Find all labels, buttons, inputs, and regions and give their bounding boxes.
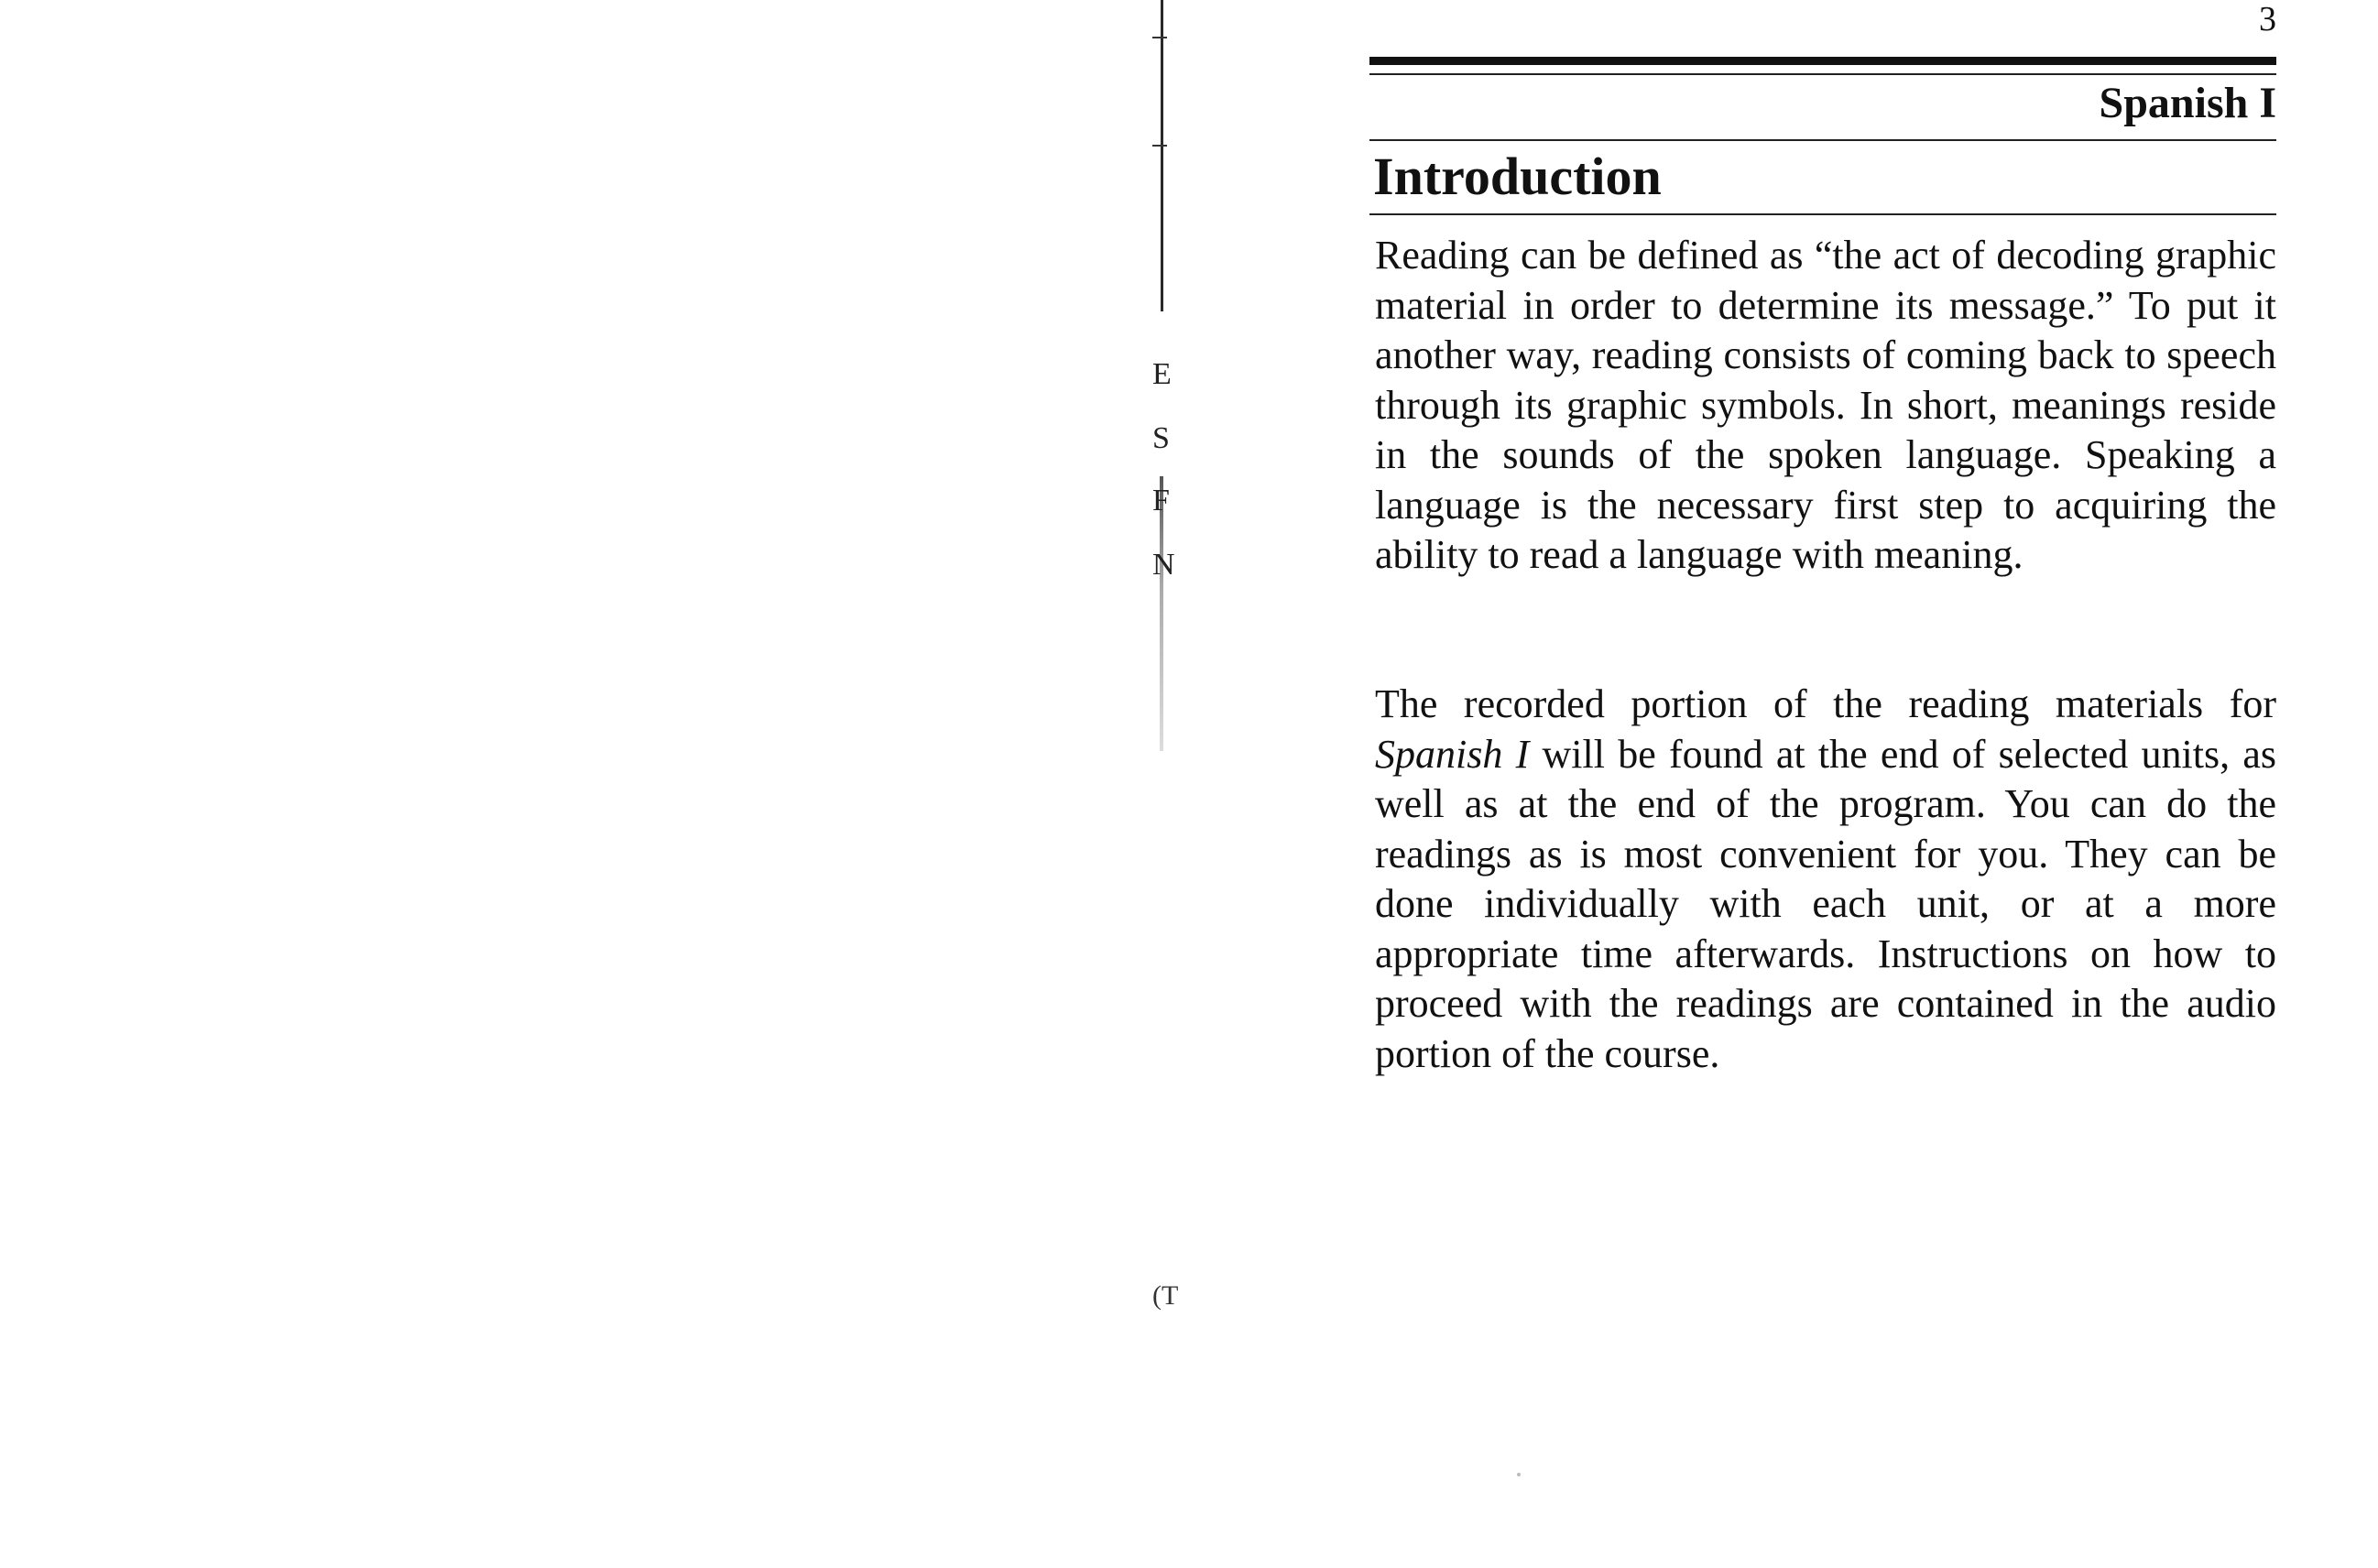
header-rule-thick — [1369, 57, 2276, 65]
paragraph-2-rest: will be found at the end of selected units, as well as at the end of the program. You can do the readings as is most convenient for you. They can be done individually with each unit, or at a more appropriate time afterwards. Instructions on how to proceed with the readings are contained in the audio portion of the course. — [1375, 731, 2277, 1076]
paragraph-2-start: The recorded portion of the reading materials for — [1375, 681, 2276, 726]
page-number: 3 — [2259, 0, 2276, 38]
left-page-fragment: S — [1152, 421, 1170, 455]
title-rule-top — [1369, 139, 2276, 141]
binding-tick — [1152, 37, 1167, 38]
scan-speck — [1517, 1473, 1521, 1476]
binding-tick — [1152, 145, 1167, 147]
left-page-bottom-fragment: (T — [1152, 1280, 1179, 1311]
right-page — [1369, 0, 2276, 1568]
paragraph-1: Reading can be defined as “the act of decoding graphic material in order to determine its message.” To put it another way, reading consists of coming back to speech through its graphic symbols. In short, meanings reside in the sounds of the spoken language. Speaking a language is the necessary first step to acquiring the ability to read a language with meaning. — [1375, 233, 2276, 577]
course-title-italic: Spanish I — [1375, 731, 1530, 777]
title-rule-bottom — [1369, 213, 2276, 215]
header-rule-thin — [1369, 73, 2276, 75]
left-page-fragment: F — [1152, 484, 1170, 517]
left-page-fragment: N — [1152, 548, 1175, 582]
binding-shadow-fade — [1160, 476, 1163, 751]
running-head: Spanish I — [2099, 79, 2276, 127]
section-title: Introduction — [1373, 147, 1662, 206]
binding-shadow-line — [1161, 0, 1163, 311]
paragraph-2 — [1375, 680, 2276, 1079]
left-page-fragment: E — [1152, 357, 1172, 391]
